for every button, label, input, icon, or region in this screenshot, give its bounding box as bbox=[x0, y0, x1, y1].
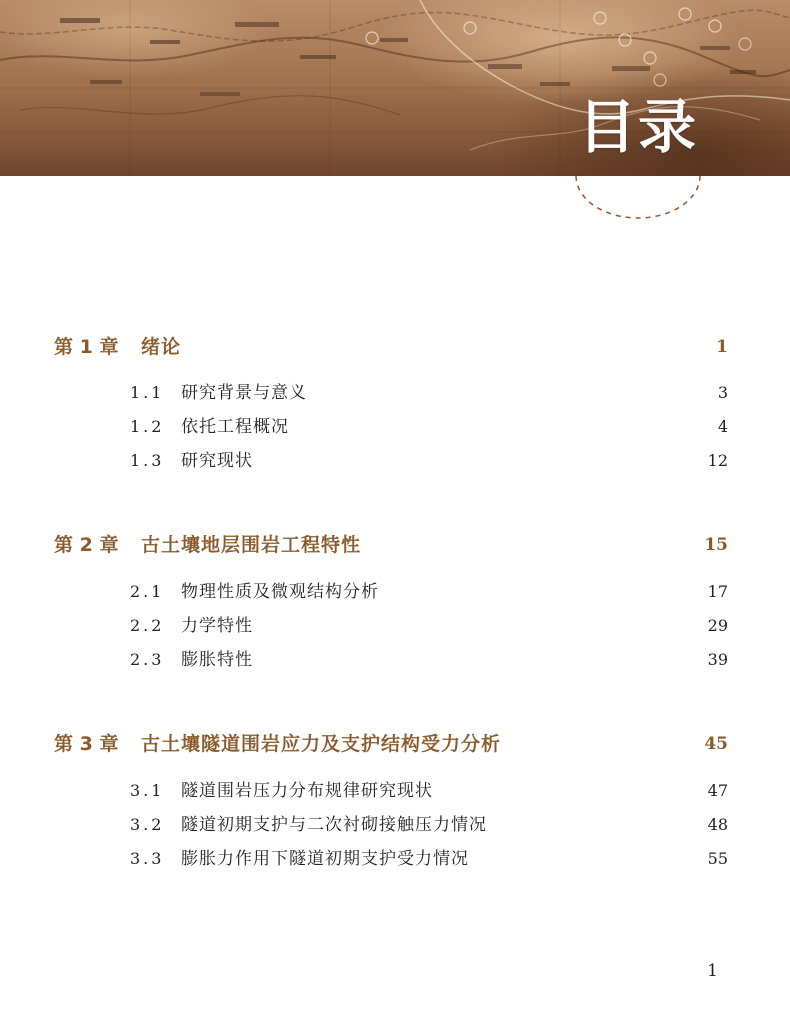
section-title: 物理性质及微观结构分析 bbox=[181, 582, 379, 602]
section-number: 1.1 bbox=[130, 383, 165, 402]
chapter-number: 第 2 章 bbox=[54, 534, 119, 556]
toc-section-3-1[interactable] bbox=[0, 776, 790, 806]
chapter-page-number: 1 bbox=[716, 337, 728, 357]
toc-section-1-2[interactable] bbox=[0, 412, 790, 442]
section-page-number: 12 bbox=[707, 451, 728, 470]
section-number: 2.2 bbox=[130, 616, 165, 635]
toc-chapter-1[interactable] bbox=[0, 332, 790, 362]
section-page-number: 3 bbox=[717, 383, 728, 402]
chapter-number: 第 3 章 bbox=[54, 733, 119, 755]
section-number: 1.2 bbox=[130, 417, 165, 436]
decorative-arc bbox=[0, 0, 790, 230]
toc-section-2-2[interactable] bbox=[0, 611, 790, 641]
chapter-page-number: 15 bbox=[704, 535, 728, 555]
section-title: 依托工程概况 bbox=[181, 417, 289, 437]
section-page-number: 17 bbox=[707, 582, 728, 601]
section-title: 研究现状 bbox=[181, 451, 253, 471]
section-title: 膨胀力作用下隧道初期支护受力情况 bbox=[181, 849, 469, 869]
toc-section-1-1[interactable] bbox=[0, 378, 790, 408]
toc-section-1-3[interactable] bbox=[0, 446, 790, 476]
section-number: 3.1 bbox=[130, 781, 165, 800]
chapter-title: 绪论 bbox=[141, 336, 182, 358]
section-number: 1.3 bbox=[130, 451, 165, 470]
section-page-number: 55 bbox=[707, 849, 728, 868]
section-page-number: 47 bbox=[707, 781, 728, 800]
chapter-page-number: 45 bbox=[704, 734, 728, 754]
section-page-number: 29 bbox=[707, 616, 728, 635]
footer-page-number: 1 bbox=[707, 961, 718, 981]
chapter-title: 古土壤地层围岩工程特性 bbox=[141, 534, 362, 556]
section-page-number: 39 bbox=[707, 650, 728, 669]
section-page-number: 4 bbox=[717, 417, 728, 436]
section-number: 2.3 bbox=[130, 650, 165, 669]
toc-section-3-2[interactable] bbox=[0, 810, 790, 840]
section-number: 3.2 bbox=[130, 815, 165, 834]
toc-chapter-2[interactable] bbox=[0, 530, 790, 560]
section-number: 3.3 bbox=[130, 849, 165, 868]
chapter-title: 古土壤隧道围岩应力及支护结构受力分析 bbox=[141, 733, 502, 755]
section-page-number: 48 bbox=[707, 815, 728, 834]
section-title: 隧道初期支护与二次衬砌接触压力情况 bbox=[181, 815, 487, 835]
section-title: 力学特性 bbox=[181, 616, 253, 636]
section-title: 膨胀特性 bbox=[181, 650, 253, 670]
toc-section-3-3[interactable] bbox=[0, 844, 790, 874]
section-title: 隧道围岩压力分布规律研究现状 bbox=[181, 781, 433, 801]
chapter-number: 第 1 章 bbox=[54, 336, 119, 358]
toc-section-2-1[interactable] bbox=[0, 577, 790, 607]
section-number: 2.1 bbox=[130, 582, 165, 601]
page-title: 目录 bbox=[577, 93, 698, 161]
toc-section-2-3[interactable] bbox=[0, 645, 790, 675]
toc-chapter-3[interactable] bbox=[0, 729, 790, 759]
section-title: 研究背景与意义 bbox=[181, 383, 307, 403]
